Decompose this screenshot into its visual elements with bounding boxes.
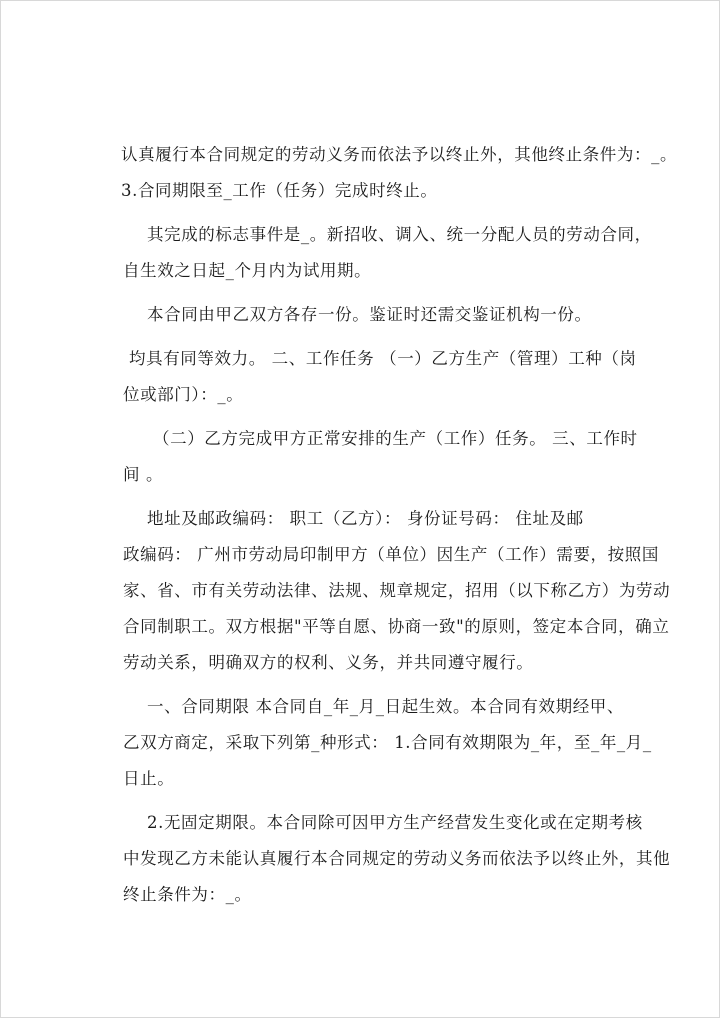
text-line: 位或部门）：_。 [123,385,244,404]
text-line: 本合同由甲乙双方各存一份。鉴证时还需交鉴证机构一份。 [147,305,592,324]
text-line: 中发现乙方未能认真履行本合同规定的劳动义务而依法予以终止外，其他 [123,849,671,868]
text-line: （二）乙方完成甲方正常安排的生产（工作）任务。 三、工作时 [153,429,638,448]
text-line: 一、合同期限 本合同自_年_月_日起生效。本合同有效期经甲、 [147,697,624,716]
text-line: 认真履行本合同规定的劳动义务而依法予以终止外，其他终止条件为：_。 [121,145,678,164]
text-line: 终止条件为：_。 [123,885,252,904]
paragraph-8 [123,805,671,913]
text-line: 3.合同期限至_工作（任务）完成时终止。 [121,181,438,200]
paragraph-4 [123,341,663,413]
paragraph-2 [123,217,663,289]
text-line: 政编码： 广州市劳动局印制甲方（单位）因生产（工作）需要，按照国 [123,545,659,564]
paragraph-5 [123,421,663,493]
paragraph-3 [123,297,663,333]
text-line: 均具有同等效力。 二、工作任务 （一）乙方生产（管理）工种（岗 [129,349,637,368]
text-line: 劳动关系，明确双方的权利、义务，并共同遵守履行。 [123,653,534,672]
text-line: 合同制职工。双方根据"平等自愿、协商一致"的原则，签定本合同，确立 [123,617,670,636]
text-line: 间 。 [123,465,164,484]
paragraph-7 [123,689,663,797]
text-line: 乙双方商定，采取下列第_种形式： 1.合同有效期限为_年，至_年_月_ [123,733,652,752]
text-line: 2.无固定期限。本合同除可因甲方生产经营发生变化或在定期考核 [147,813,643,832]
document-body [121,137,678,921]
text-line: 其完成的标志事件是_。新招收、调入、统一分配人员的劳动合同， [147,225,652,244]
paragraph-1 [121,137,678,209]
text-line: 日止。 [123,769,175,788]
text-line: 地址及邮政编码： 职工（乙方）： 身份证号码： 住址及邮 [147,509,584,528]
text-line: 自生效之日起_个月内为试用期。 [123,261,372,280]
text-line: 家、省、市有关劳动法律、法规、规章规定，招用（以下称乙方）为劳动 [123,581,671,600]
paragraph-6 [123,501,671,681]
